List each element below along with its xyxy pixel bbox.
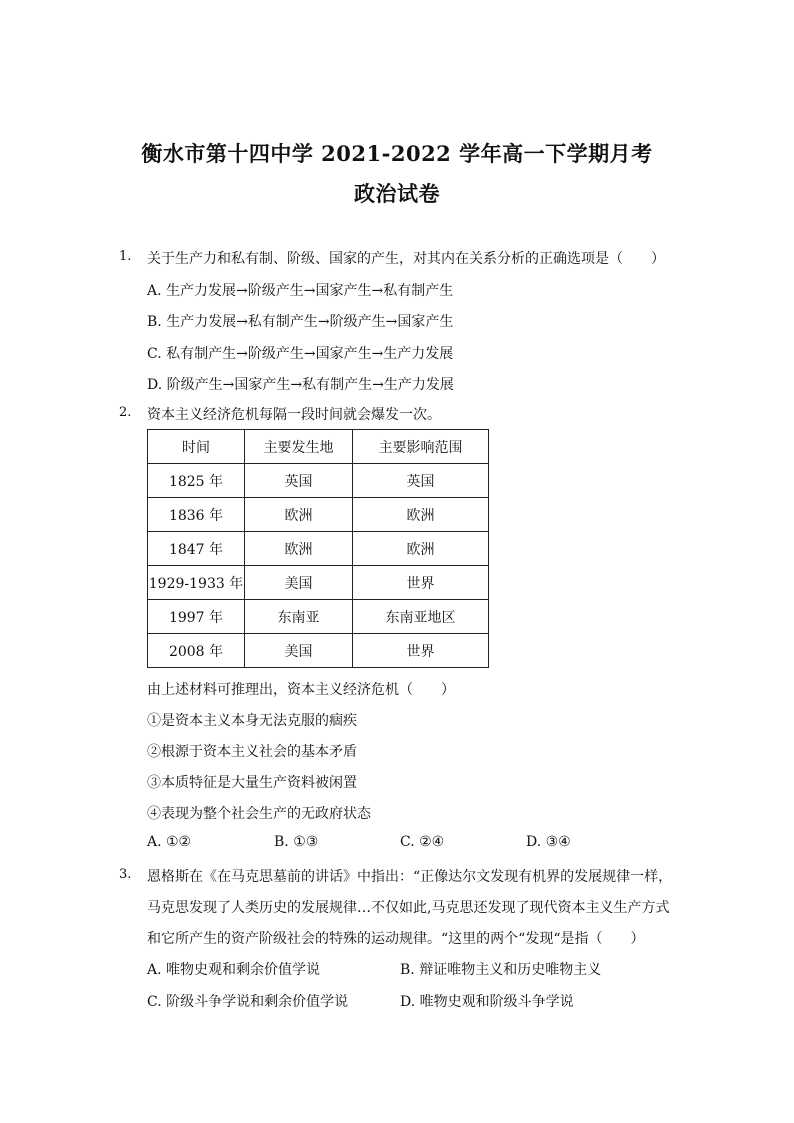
table-row <box>148 498 489 532</box>
table-cell: 英国 <box>245 464 353 498</box>
table-cell: 1836 年 <box>148 498 245 532</box>
table-cell: 欧洲 <box>353 532 489 566</box>
table-cell: 1997 年 <box>148 600 245 634</box>
question-2-stem: 资本主义经济危机每隔一段时间就会爆发一次。 <box>147 407 441 423</box>
question-3-stem-line-1: 恩格斯在《在马克思墓前的讲话》中指出：“正像达尔文发现有机界的发展规律一样， <box>147 869 673 885</box>
question-2-statement-3: ③本质特征是大量生产资料被闲置 <box>147 775 357 791</box>
table-cell: 1825 年 <box>148 464 245 498</box>
table-cell: 世界 <box>353 566 489 600</box>
table-cell: 美国 <box>245 566 353 600</box>
question-1-option-d: D. 阶级产生→国家产生→私有制产生→生产力发展 <box>147 377 454 393</box>
crisis-table <box>147 429 489 668</box>
question-3-number: 3. <box>119 867 132 882</box>
question-2-option-a: A. ①② <box>147 834 192 850</box>
question-1-option-c: C. 私有制产生→阶级产生→国家产生→生产力发展 <box>147 346 454 362</box>
table-cell: 欧洲 <box>245 532 353 566</box>
question-1-stem: 关于生产力和私有制、阶级、国家的产生，对其内在关系分析的正确选项是（ ） <box>147 251 665 267</box>
question-1-option-b: B. 生产力发展→私有制产生→阶级产生→国家产生 <box>147 314 454 330</box>
table-cell: 东南亚地区 <box>353 600 489 634</box>
table-row <box>148 600 489 634</box>
table-cell: 东南亚 <box>245 600 353 634</box>
table-row <box>148 532 489 566</box>
question-1-option-a: A. 生产力发展→阶级产生→国家产生→私有制产生 <box>147 283 454 299</box>
table-cell: 美国 <box>245 634 353 668</box>
table-cell: 2008 年 <box>148 634 245 668</box>
question-3-stem-line-2: 马克思发现了人类历史的发展规律…不仅如此,马克思还发现了现代资本主义生产方式 <box>147 900 670 916</box>
table-cell: 1929-1933 年 <box>148 566 245 600</box>
table-cell: 英国 <box>353 464 489 498</box>
question-2-statement-1: ①是资本主义本身无法克服的痼疾 <box>147 713 357 729</box>
question-2-prompt: 由上述材料可推理出，资本主义经济危机（ ） <box>147 682 455 698</box>
table-cell: 1847 年 <box>148 532 245 566</box>
exam-title: 衡水市第十四中学 2021-2022 学年高一下学期月考 <box>141 141 653 166</box>
table-row <box>148 634 489 668</box>
table-header-cell: 主要发生地 <box>245 430 353 464</box>
table-header-row <box>148 430 489 464</box>
question-1-number: 1. <box>119 249 132 264</box>
table-header-cell: 时间 <box>148 430 245 464</box>
table-cell: 欧洲 <box>353 498 489 532</box>
question-2-option-b: B. ①③ <box>274 834 319 850</box>
question-3-option-d: D. 唯物史观和阶级斗争学说 <box>400 994 574 1010</box>
table-row <box>148 464 489 498</box>
table-row <box>148 566 489 600</box>
question-2-statement-2: ②根源于资本主义社会的基本矛盾 <box>147 744 357 760</box>
question-3-option-a: A. 唯物史观和剩余价值学说 <box>147 962 321 978</box>
question-2-number: 2. <box>119 405 132 420</box>
table-cell: 世界 <box>353 634 489 668</box>
question-2-statement-4: ④表现为整个社会生产的无政府状态 <box>147 806 371 822</box>
question-3-stem-line-3: 和它所产生的资产阶级社会的特殊的运动规律。“这里的两个“发现“是指（ ） <box>147 931 645 947</box>
question-3-option-c: C. 阶级斗争学说和剩余价值学说 <box>147 994 349 1010</box>
exam-subject: 政治试卷 <box>354 181 440 206</box>
table-header-cell: 主要影响范围 <box>353 430 489 464</box>
question-3-option-b: B. 辩证唯物主义和历史唯物主义 <box>400 962 602 978</box>
question-2-option-d: D. ③④ <box>526 834 571 850</box>
question-2-option-c: C. ②④ <box>400 834 445 850</box>
table-cell: 欧洲 <box>245 498 353 532</box>
